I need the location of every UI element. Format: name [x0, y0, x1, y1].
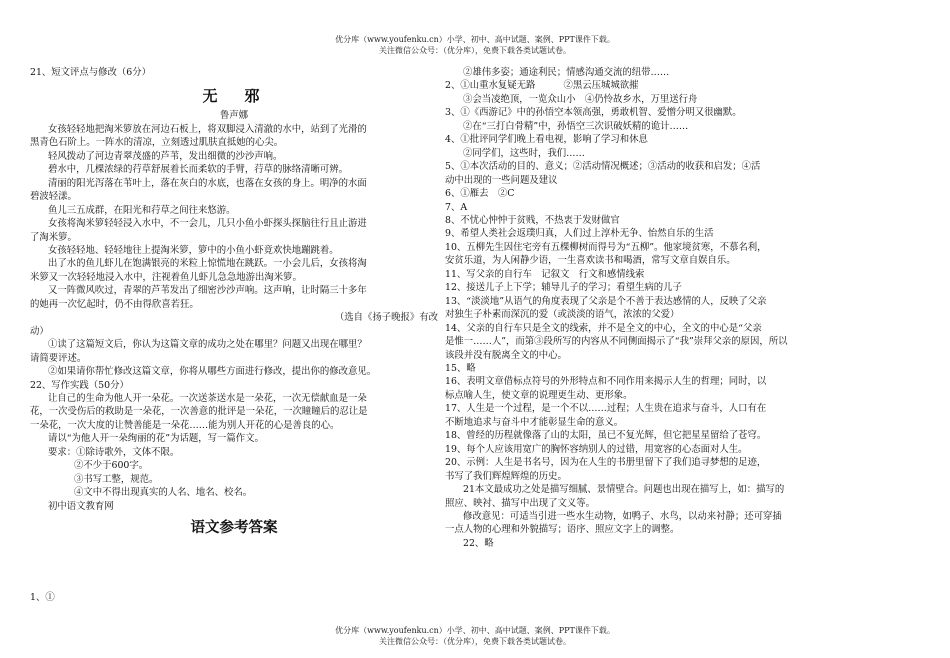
requirement: ③书写工整，规范。 [74, 473, 159, 485]
paragraph: 清丽的阳光泻落在苇叶上，落在灰白的水底，也落在女孩的身上。明净的水面 [48, 177, 367, 189]
answer-line: 8、不忧心忡忡于贫贱，不热衷于发财做官 [445, 214, 620, 226]
writing-prompt-cont: 一朵花，一次大度的让赞善能是一朵花……能为别人开花的心是善良的心。 [30, 419, 340, 431]
answer-line: ②同学们，这些时，我们…… [463, 147, 585, 159]
answer-line: 21本文最成功之处是描写细腻、景情壁合。问题也出现在描写上，如：描写的 [463, 484, 785, 496]
requirement: ④文中不得出现真实的人名、地名、校名。 [74, 487, 253, 499]
paragraph-cont: 了淘米箩。 [30, 231, 77, 243]
answer-line: 5、①本次活动的目的、意义；②活动情况概述；③活动的收获和启发；④活 [445, 161, 761, 173]
answer-line: 6、①雁去 ②C [445, 188, 515, 200]
paragraph: 女孩轻轻地把淘米箩放在河边石板上，将双脚浸入清澈的水中，站到了光滑的 [48, 123, 367, 135]
sub-question-1-cont: 请简要评述。 [30, 352, 87, 364]
writing-topic: 请以“为他人开一朵绚丽的花”为话题，写一篇作文。 [48, 433, 264, 445]
answer-line: 13、“淡淡地”从语气的角度表现了父亲是个不善于表达感情的人，反映了父亲 [445, 295, 767, 307]
answer-line: 18、曾经的历程就像落了山的太阳，虽已不复光辉，但它把星星留给了苍穹。 [445, 430, 767, 442]
paragraph: 又一阵微风吹过，青翠的芦苇发出了细密沙沙声响。这声响，让时隔三十多年 [48, 285, 367, 297]
header-line-1: 优分库（www.youfenku.cn）小学、初中、高中试题、案例、PPT课件下载。 [335, 35, 615, 44]
answer-line: 安贫乐道，为人闲静少语，一生喜欢读书和喝酒，常写文章自娱自乐。 [445, 255, 736, 267]
answer-line: 17、人生是一个过程，是一个不以……过程；人生贵在追求与奋斗，人口有在 [445, 403, 767, 415]
article-source-cont: 动） [30, 325, 49, 337]
answer-line: 19、每个人应该用宽广的胸怀容纳别人的过错，用宽容的心态面对人生。 [445, 443, 748, 455]
writing-prompt: 让自己的生命为他人开一朵花。一次送茶送水是一朵花，一次无偿献血是一朵 [48, 392, 367, 404]
answer-line: 2、①山重水复疑无路 ②黑云压城城欲摧 [445, 80, 639, 92]
answer-line: 11、写父亲的自行车 记叙文 行文和感情线索 [445, 268, 645, 280]
answer-line: 12、接送儿子上下学；辅导儿子的学习；看望生病的儿子 [445, 282, 682, 294]
page-header [0, 34, 950, 56]
answer-line: 20、示例：人生是书名号，因为在人生的书册里留下了我们追寻梦想的足迹， [445, 457, 767, 469]
answer-line: 22、略 [463, 537, 494, 549]
blank-space [30, 543, 438, 591]
answer-line: 16、表明文章借标点符号的外形特点和不同作用来揭示人生的哲理；同时，以 [445, 376, 767, 388]
header-line-2: 关注微信公众号：（优分库），免费下载各类试题试卷。 [379, 46, 571, 55]
left-column [30, 66, 438, 605]
sub-question-2: ②如果请你帮忙修改这篇文章，你将从哪些方面进行修改，提出你的修改意见。 [48, 366, 377, 378]
answer-line: ②在“三打白骨精”中，孙悟空三次识破妖精的诡计…… [463, 120, 689, 132]
answer-line: 书写了我们辉煌辉煌的历史。 [445, 470, 567, 482]
paragraph: 碧水中，几棵浓绿的荇草舒展着长而柔软的手臂，荇草的脉络清晰可辨。 [48, 164, 349, 176]
paragraph: 轻风拨动了河边青翠茂盛的芦苇，发出细微的沙沙声响。 [48, 150, 283, 162]
requirement: 要求：①除诗歌外，文体不限。 [48, 446, 180, 458]
answer-line: 修改意见：可适当引进一些水生动物，如鸭子、水鸟，以动来衬静；还可穿插 [463, 510, 782, 522]
footer-line-1: 优分库（www.youfenku.cn）小学、初中、高中试题、案例、PPT课件下载。 [335, 626, 615, 635]
answer-line: 标点喻人生，使文章的说理更生动、更形象。 [445, 389, 633, 401]
answer-line: 7、A [445, 201, 468, 213]
paragraph-cont: 黑青色石阶上。一阵水的清凉，立刻透过肌肤直抵她的心尖。 [30, 137, 284, 149]
paragraph: 女孩轻轻地、轻轻地往上提淘米箩，箩中的小鱼小虾竟欢快地蹦跳着。 [48, 244, 339, 256]
answer-line: 照应、映衬、描写中出现了文义等。 [445, 497, 596, 509]
answer-line: 该段并没有脱离全文的中心。 [445, 349, 567, 361]
sub-question-1: ①读了这篇短文后，你认为这篇文章的成功之处在哪里？问题又出现在哪里？ [48, 339, 367, 351]
writing-prompt-cont: 花，一次受伤后的救助是一朵花，一次善意的批评是一朵花，一次瞳瞳后的忍让是 [30, 406, 368, 418]
question-22-heading: 22、写作实践（50分） [30, 379, 129, 391]
answer-line: 9、希望人类社会返璞归真，人们过上淳朴无争、怡然自乐的生活 [445, 228, 714, 240]
answer-line: 15、略 [445, 362, 476, 374]
answer-line: 4、①批评同学们晚上看电视，影响了学习和休息 [445, 134, 648, 146]
paragraph: 出了水的鱼儿虾儿在饱满银亮的米粒上惊慌地在跳跃。一小会儿后，女孩将淘 [48, 258, 367, 270]
answer-line: 10、五柳先生因住宅旁有五棵柳树而得号为“五柳”。他家境贫寒，不慕名利， [445, 241, 767, 253]
paragraph: 鱼儿三五成群，在阳光和荇草之间往来悠游。 [48, 204, 236, 216]
footer-line-2: 关注微信公众号：（优分库），免费下载各类试题试卷。 [379, 637, 571, 646]
answer-1: 1、① [30, 592, 55, 604]
answer-line: ②雄伟多姿；通途利民；情感沟通交流的纽带…… [463, 67, 670, 78]
paragraph-cont: 的她再一次忆起时，仍不由得欣喜若狂。 [30, 298, 199, 310]
right-column [445, 66, 905, 550]
answer-line: 动中出现的一些问题及建议 [445, 174, 558, 186]
paragraph: 女孩将淘米箩轻轻浸入水中，不一会儿，几只小鱼小虾探头探脑往行且止游进 [48, 218, 367, 230]
answer-line: ③会当凌绝顶，一览众山小 ④仍怜故乡水，万里送行舟 [463, 93, 698, 105]
article-author: 鲁声娜 [219, 110, 249, 122]
answer-line: 不断地追求与奋斗中才能彰显生命的意义。 [445, 416, 624, 428]
answer-title: 语文参考答案 [190, 519, 278, 537]
article-source: （选自《扬子晚报》有改 [334, 312, 438, 324]
page-footer [0, 625, 950, 647]
answer-line: 3、①《西游记》中的孙悟空本领高强，勇敢机智、爱憎分明又很幽默。 [445, 107, 742, 119]
answer-line: 14、父亲的自行车只是全文的线索，并不是全文的中心，全文的中心是“父亲 [445, 322, 762, 334]
question-21-heading: 21、短文评点与修改（6分） [30, 67, 152, 78]
paragraph-cont: 碧波轻漾。 [30, 191, 77, 203]
requirement: ②不少于600字。 [74, 460, 149, 472]
answer-line: 一点人物的心理和外貌描写；语序、照应文字上的调整。 [445, 524, 680, 536]
paragraph-cont: 米箩又一次轻轻地浸入水中，注视着鱼儿虾儿急急地游出淘米箩。 [30, 271, 302, 283]
article-title: 无 邪 [202, 87, 266, 106]
answer-line: 对独生子朴素而深沉的爱（或淡淡的语气，浓浓的父爱） [445, 309, 680, 321]
school-name: 初中语文教育网 [48, 500, 114, 512]
answer-line: 是惟一……人”，而第③段所写的内容从不同侧面揭示了“我”崇拜父亲的原因，所以 [445, 336, 788, 348]
